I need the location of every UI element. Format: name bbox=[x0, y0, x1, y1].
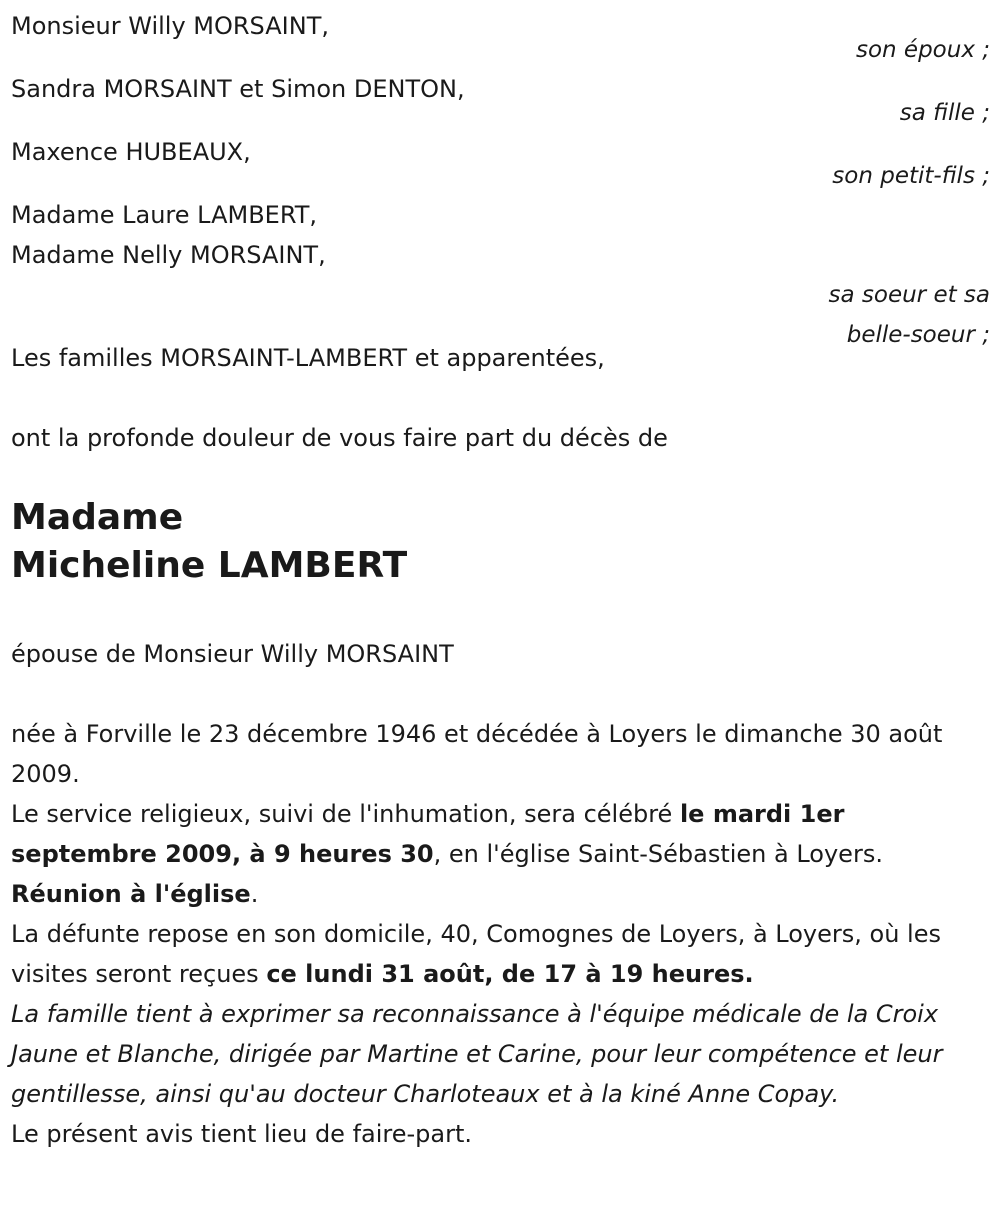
family-name: Maxence HUBEAUX, bbox=[11, 138, 251, 166]
details-block bbox=[11, 714, 990, 1154]
announcement bbox=[11, 418, 990, 458]
spouse-line bbox=[11, 634, 990, 674]
visits-text bbox=[11, 914, 990, 994]
family-name: Monsieur Willy MORSAINT, bbox=[11, 12, 329, 40]
family-name: Sandra MORSAINT et Simon DENTON, bbox=[11, 75, 465, 103]
visits-prefix: La défunte repose en son domicile, 40, Comognes de Loyers, à Loyers, où les visites seront reçues bbox=[11, 920, 941, 988]
family-name: Madame Nelly MORSAINT, bbox=[11, 241, 326, 269]
deceased-title: Madame bbox=[11, 497, 184, 538]
deceased-name-block bbox=[11, 494, 990, 590]
birth-death-text: née à Forville le 23 décembre 1946 et décédée à Loyers le dimanche 30 août 2009. bbox=[11, 720, 943, 788]
service-prefix: Le service religieux, suivi de l'inhumation, sera célébré bbox=[11, 800, 680, 828]
deceased-name: Micheline LAMBERT bbox=[11, 545, 408, 586]
reunion-text bbox=[11, 874, 990, 914]
family-name: Madame Laure LAMBERT, bbox=[11, 201, 318, 229]
closing-text: Le présent avis tient lieu de faire-part. bbox=[11, 1120, 473, 1148]
family-relation: son époux ; bbox=[855, 37, 990, 63]
service-text bbox=[11, 794, 990, 874]
visits-time: ce lundi 31 août, de 17 à 19 heures. bbox=[266, 960, 754, 988]
reunion-bold: Réunion à l'église bbox=[11, 880, 251, 908]
family-entry-sisters bbox=[11, 195, 990, 355]
family-relation: belle-soeur ; bbox=[846, 322, 990, 348]
family-relation: son petit-fils ; bbox=[832, 163, 990, 189]
family-entry-spouse bbox=[11, 6, 990, 70]
thanks-text: La famille tient à exprimer sa reconnaissance à l'équipe médicale de la Croix Jaune et Blanche, dirigée par Martine et Carine, pour leur compétence et leur gentillesse, ainsi qu'au docteur Charloteaux et à la kiné Anne Copay. bbox=[11, 1000, 943, 1108]
spouse-text: épouse de Monsieur Willy MORSAINT bbox=[11, 640, 454, 668]
reunion-suffix: . bbox=[250, 880, 259, 908]
family-relation: sa soeur et sa bbox=[828, 282, 990, 308]
families-line bbox=[11, 338, 990, 378]
families-text: Les familles MORSAINT-LAMBERT et apparentées, bbox=[11, 344, 605, 372]
family-relation: sa fille ; bbox=[899, 100, 990, 126]
service-date: le mardi 1er septembre 2009, à 9 heures 30 bbox=[11, 800, 845, 868]
announcement-text: ont la profonde douleur de vous faire part du décès de bbox=[11, 424, 668, 452]
family-entry-daughter bbox=[11, 69, 990, 133]
family-entry-grandson bbox=[11, 132, 990, 196]
service-suffix: , en l'église Saint-Sébastien à Loyers. bbox=[433, 840, 883, 868]
